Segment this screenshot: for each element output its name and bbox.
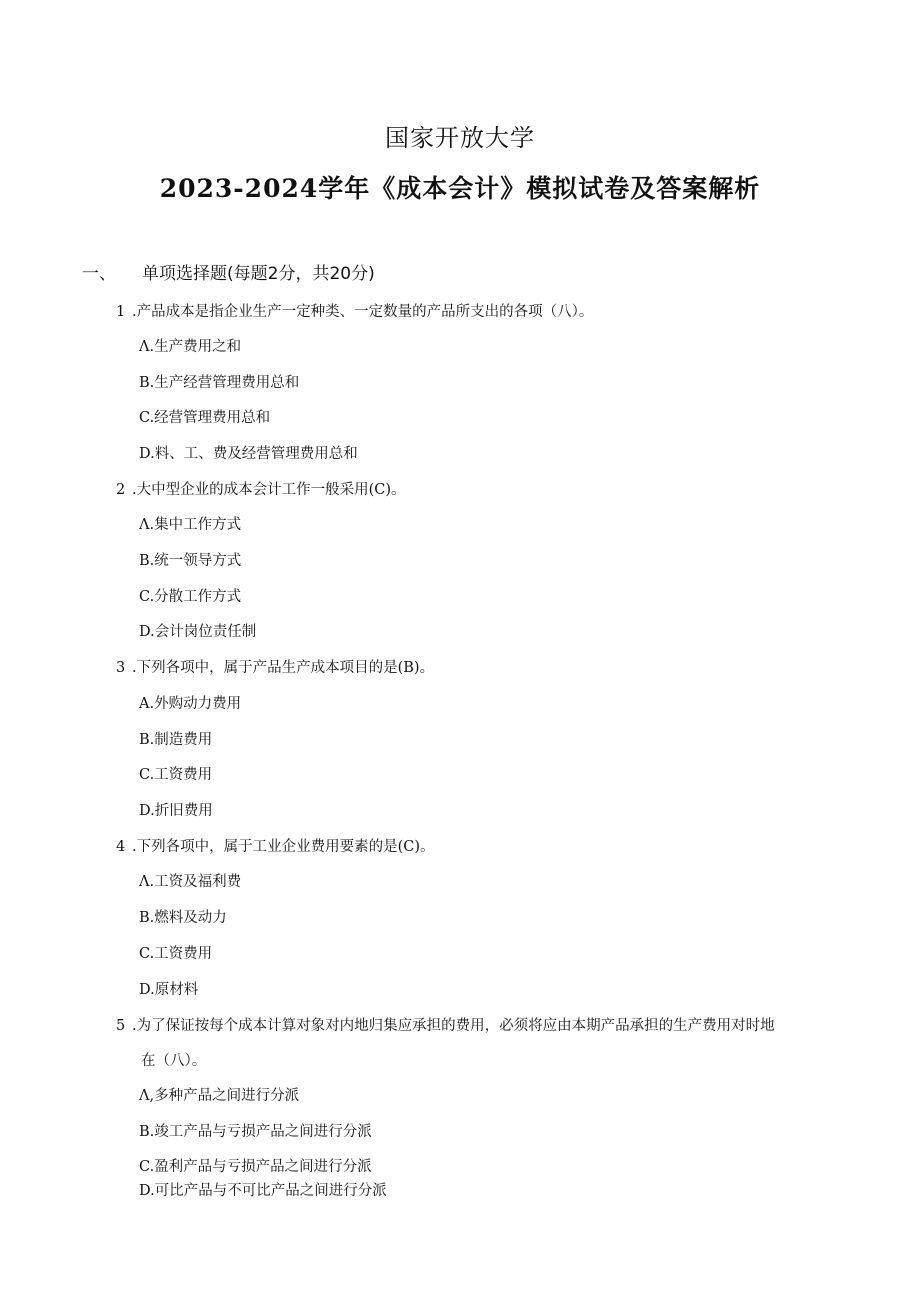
option-5b: B.竣工产品与亏损产品之间进行分派 <box>139 1124 372 1140</box>
option-3b: B.制造费用 <box>139 732 213 748</box>
option-4d: D.原材料 <box>139 982 199 998</box>
question-number: 1 <box>116 304 126 320</box>
question-number: 5 <box>116 1018 126 1034</box>
option-5a: Λ,多种产品之间进行分派 <box>139 1088 300 1104</box>
question-5 <box>116 1016 775 1036</box>
section-label: 单项选择题(每题2分，共20分) <box>142 264 375 284</box>
question-4 <box>116 837 435 857</box>
school-name: 国家开放大学 <box>385 124 535 152</box>
question-text: .产品成本是指企业生产一定种类、一定数量的产品所支出的各项（八）。 <box>132 304 594 320</box>
question-5-continued: 在（八）。 <box>141 1053 207 1069</box>
question-text: .大中型企业的成本会计工作一般采用(C)。 <box>132 482 406 498</box>
question-number: 3 <box>116 660 126 676</box>
option-3a: A.外购动力费用 <box>139 696 242 712</box>
option-1a: Λ.生产费用之和 <box>139 339 242 355</box>
option-4b: B.燃料及动力 <box>139 910 227 926</box>
option-2c: C.分散工作方式 <box>139 589 242 605</box>
option-2d: D.会计岗位责任制 <box>139 624 257 640</box>
option-1c: C.经营管理费用总和 <box>139 410 271 426</box>
option-2a: Λ.集中工作方式 <box>139 517 242 533</box>
option-3d: D.折旧费用 <box>139 803 213 819</box>
question-1 <box>116 302 593 322</box>
section-number: 一、 <box>82 264 116 284</box>
section-heading <box>82 262 375 286</box>
option-5c: C.盈利产品与亏损产品之间进行分派 <box>139 1159 372 1175</box>
option-5d: D.可比产品与不可比产品之间进行分派 <box>139 1183 387 1199</box>
question-text: .为了保证按每个成本计算对象对内地归集应承担的费用，必须将应由本期产品承担的生产费用对时地 <box>132 1018 775 1034</box>
question-number: 2 <box>116 482 126 498</box>
question-3 <box>116 658 434 678</box>
exam-title: 2023-2024学年《成本会计》模拟试卷及答案解析 <box>159 174 761 203</box>
option-4a: Λ.工资及福利费 <box>139 874 242 890</box>
question-text: .下列各项中，属于产品生产成本项目的是(B)。 <box>132 660 435 676</box>
option-4c: C.工资费用 <box>139 946 213 962</box>
question-number: 4 <box>116 839 126 855</box>
option-2b: B.统一领导方式 <box>139 553 242 569</box>
option-3c: C.工资费用 <box>139 767 213 783</box>
option-1b: B.生产经营管理费用总和 <box>139 375 300 391</box>
question-2 <box>116 480 406 500</box>
option-1d: D.料、工、费及经营管理费用总和 <box>139 446 358 462</box>
question-text: .下列各项中，属于工业企业费用要素的是(C)。 <box>132 839 435 855</box>
